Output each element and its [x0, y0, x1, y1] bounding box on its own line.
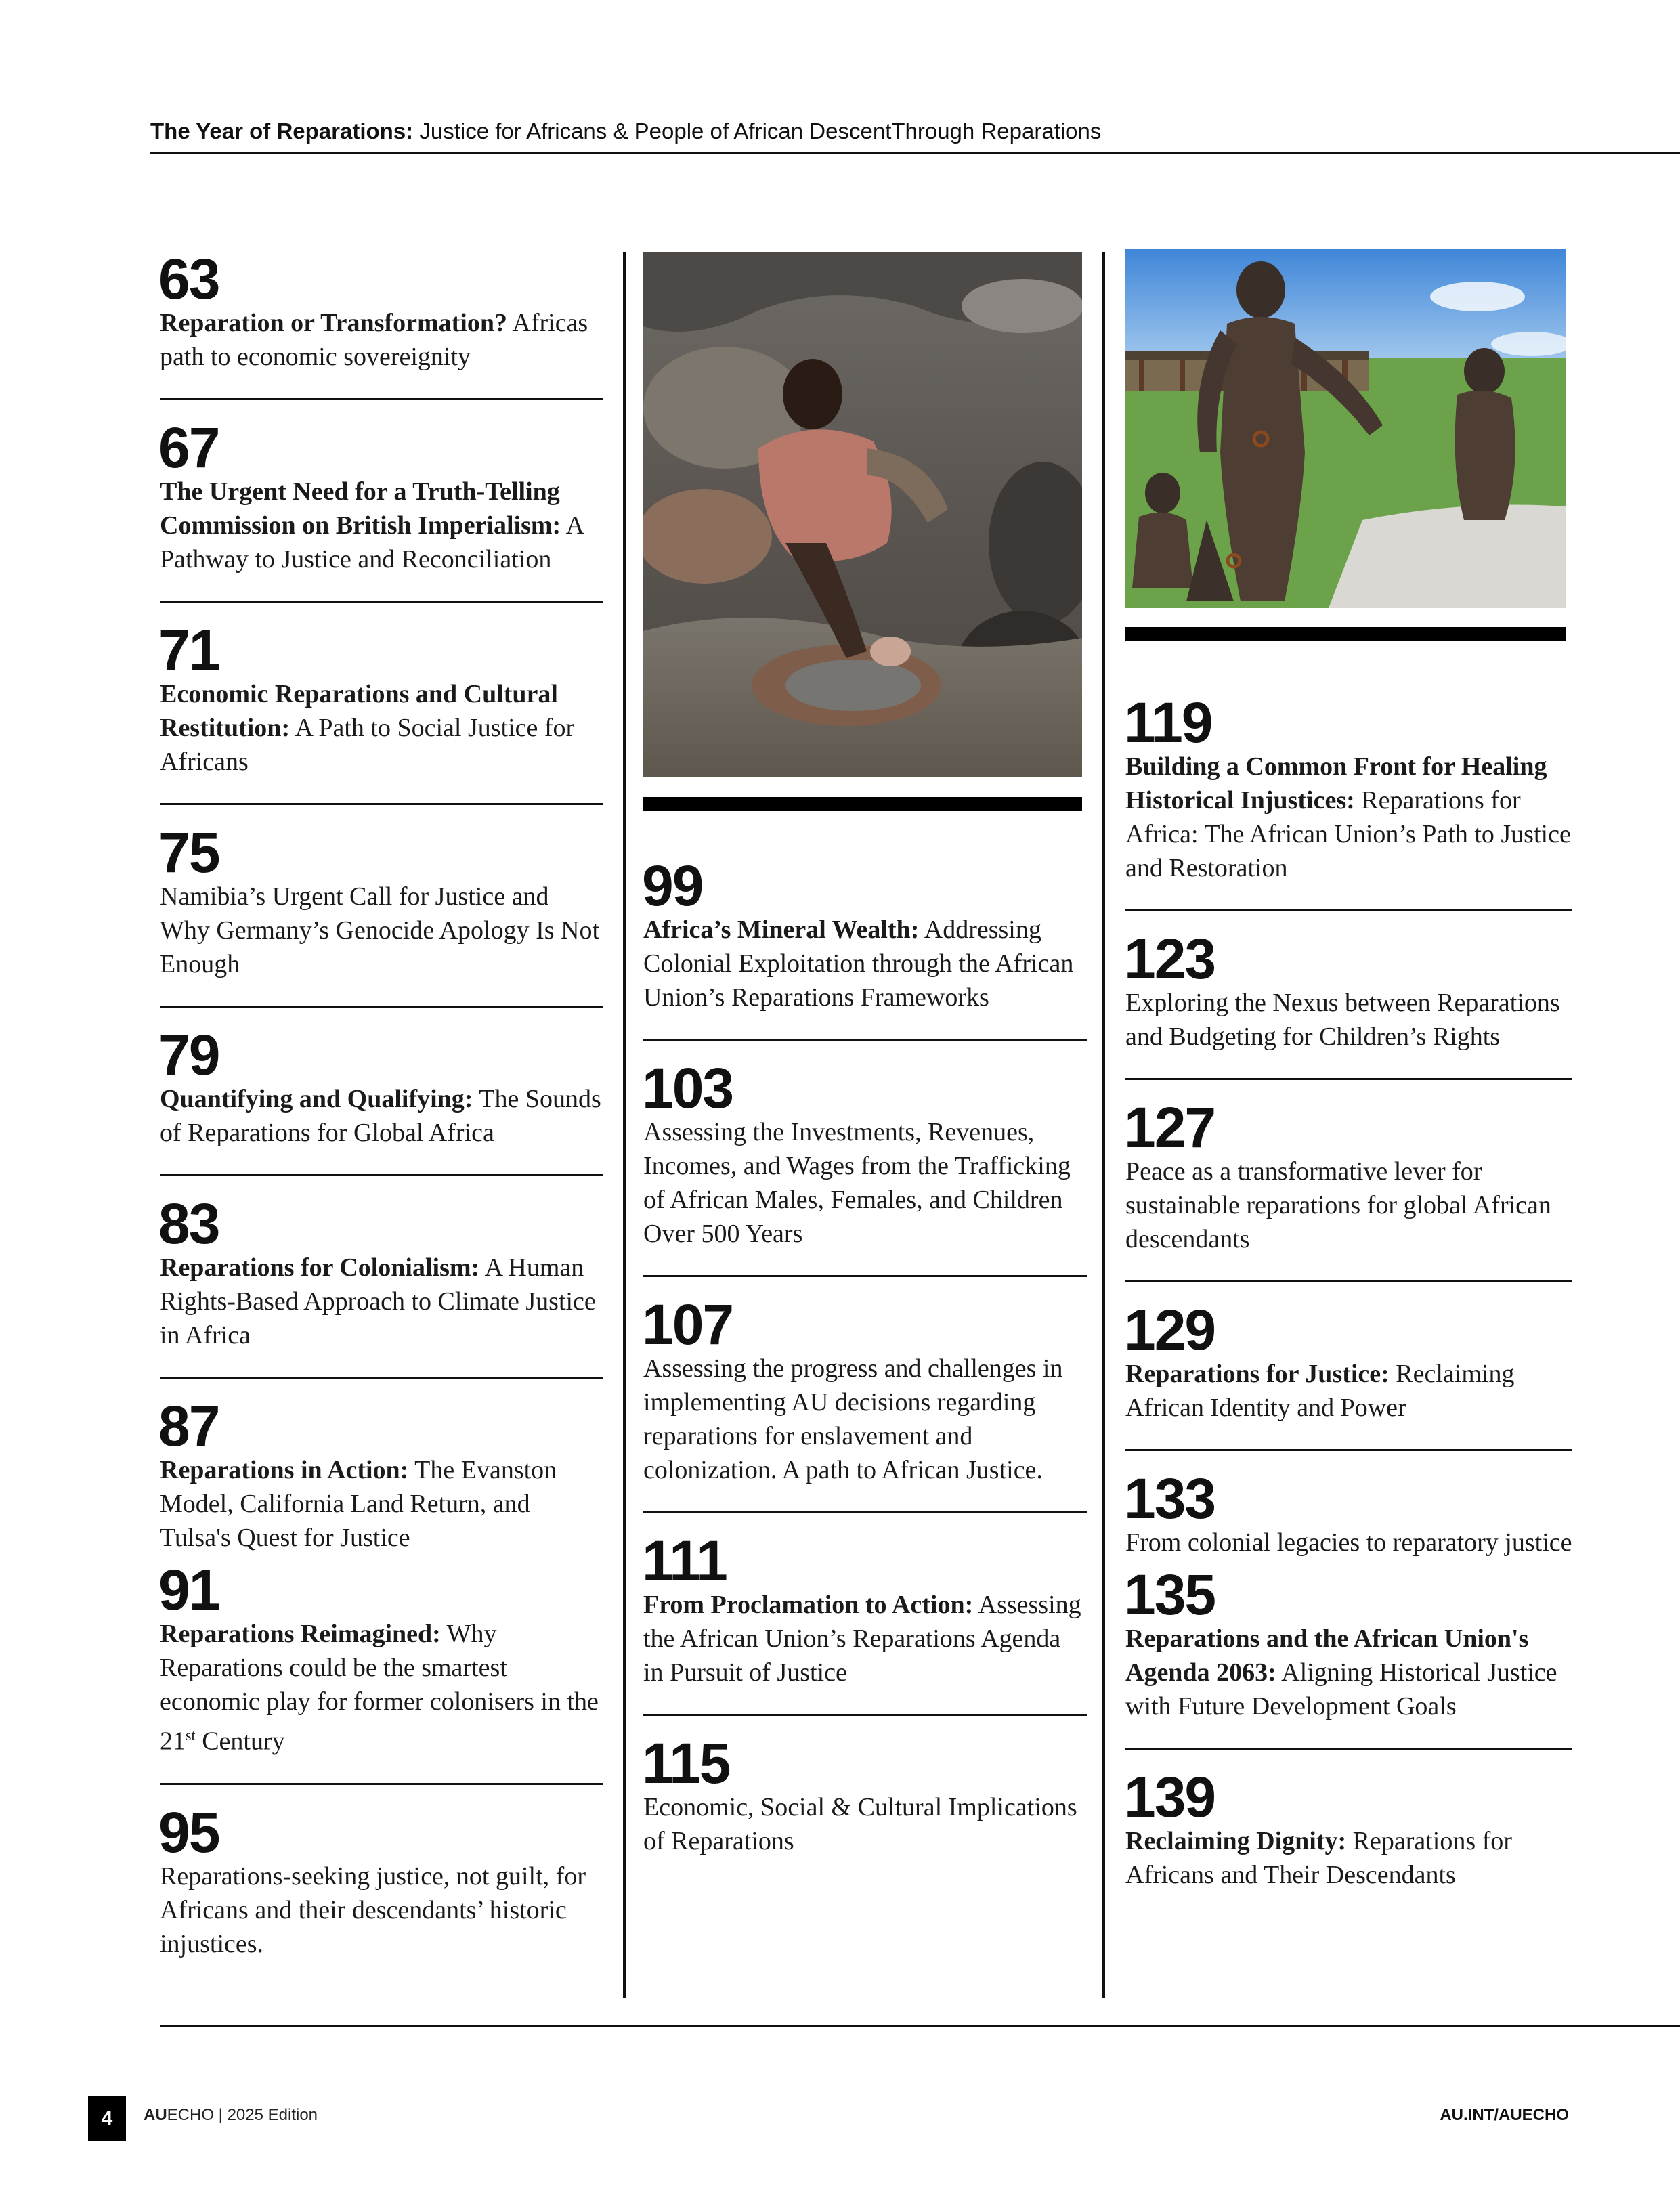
toc-entry-title	[160, 1859, 603, 1961]
toc-entry[interactable]	[1124, 1467, 1572, 1559]
toc-entry-title	[160, 306, 603, 374]
memorial-sculpture-illustration	[1125, 249, 1566, 608]
toc-entry-title-rest: Economic, Social & Cultural Implications of Reparations	[643, 1793, 1077, 1855]
toc-separator	[643, 1511, 1087, 1513]
toc-page-number: 111	[642, 1529, 727, 1593]
toc-entry-title	[160, 880, 603, 981]
footer-brand-bold: AU	[144, 2106, 167, 2124]
toc-page-number: 87	[158, 1394, 219, 1458]
toc-entry-title-rest: Reclaiming African Identity and Power	[1125, 1360, 1515, 1422]
toc-page-number: 119	[1124, 691, 1212, 754]
bottom-rule	[160, 2025, 1680, 2027]
toc-separator	[1125, 1078, 1572, 1080]
toc-entry-title-rest: Peace as a transformative lever for sustainable reparations for global African descendants	[1125, 1157, 1551, 1253]
toc-entry-title-rest: Why Reparations could be the smartest economic play for former colonisers in the 21	[160, 1620, 599, 1756]
toc-entry[interactable]	[158, 1394, 603, 1555]
toc-entry-title	[643, 1352, 1087, 1487]
toc-separator	[160, 601, 603, 603]
toc-page-number: 115	[642, 1731, 730, 1795]
toc-entry-title-bold: Africa’s Mineral Wealth:	[643, 915, 920, 944]
toc-separator	[160, 398, 603, 400]
toc-entry-title-rest: Assessing the Investments, Revenues, Incomes, and Wages from the Trafficking of African Males, Females, and Children Over 500 Years	[643, 1118, 1071, 1248]
toc-entry[interactable]	[158, 1023, 603, 1150]
toc-entry[interactable]	[642, 1529, 1087, 1689]
toc-page-number: 99	[642, 854, 703, 918]
toc-entry-title	[1125, 1622, 1572, 1723]
toc-page-number: 79	[158, 1023, 219, 1087]
toc-entry-title	[160, 1251, 603, 1352]
toc-separator	[160, 803, 603, 805]
toc-page-number: 91	[158, 1558, 219, 1622]
toc-entry-title-bold: Reparations for Justice:	[1125, 1360, 1390, 1388]
toc-entry-title-bold: Reparations and the African Union's Agenda 2063:	[1125, 1624, 1529, 1687]
toc-entry-title	[1125, 1155, 1572, 1256]
running-header	[150, 118, 1101, 144]
toc-entry-title	[160, 677, 603, 779]
header-title-bold: The Year of Reparations:	[150, 118, 414, 144]
toc-page-number: 95	[158, 1800, 219, 1864]
toc-entry-title-rest: Reparations for Africa: The African Union’s Path to Justice and Restoration	[1125, 786, 1571, 882]
toc-entry-title	[160, 1453, 603, 1555]
toc-page-number: 67	[158, 416, 219, 479]
toc-entry[interactable]	[1124, 927, 1572, 1054]
column-divider-2	[1102, 252, 1105, 1998]
toc-separator	[1125, 1280, 1572, 1282]
toc-separator	[160, 1174, 603, 1176]
toc-entry-title-bold: From Proclamation to Action:	[643, 1591, 974, 1619]
toc-entry-title-rest: A Path to Social Justice for Africans	[160, 714, 575, 776]
toc-separator	[160, 1006, 603, 1008]
toc-entry-title-bold: Reclaiming Dignity:	[1125, 1827, 1347, 1855]
toc-entry-title	[1125, 986, 1572, 1054]
toc-entry-title-bold: Economic Reparations and Cultural Restitution:	[160, 680, 558, 742]
toc-entry-title-rest: Africas path to economic sovereignity	[160, 309, 588, 371]
toc-separator	[643, 1714, 1087, 1716]
footer-site-link[interactable]: AU.INT/AUECHO	[1440, 2106, 1569, 2124]
toc-entry-title	[1125, 750, 1572, 885]
toc-entry-title	[160, 1082, 603, 1150]
toc-entry[interactable]	[642, 1293, 1087, 1487]
toc-entry-title	[160, 475, 603, 576]
toc-entry[interactable]	[1124, 1298, 1572, 1425]
toc-separator	[1125, 1449, 1572, 1451]
toc-column-2	[643, 252, 1087, 1858]
toc-entry[interactable]	[158, 1192, 603, 1352]
toc-entry-title-bold: Reparations Reimagined:	[160, 1620, 441, 1648]
toc-entry[interactable]	[1124, 1563, 1572, 1723]
toc-entry-superscript: st	[186, 1727, 196, 1744]
toc-page-number: 123	[1124, 927, 1215, 991]
toc-column-1	[158, 247, 603, 1961]
page-number: 4	[101, 2107, 113, 2130]
toc-entry[interactable]	[158, 247, 603, 374]
column-divider-1	[623, 252, 626, 1998]
toc-entry-title-bold: The Urgent Need for a Truth-Telling Commission on British Imperialism:	[160, 477, 561, 540]
toc-page-number: 63	[158, 247, 219, 311]
page-number-badge	[88, 2096, 126, 2141]
toc-entry[interactable]	[158, 1558, 603, 1759]
toc-entry-title-rest: Assessing the progress and challenges in implementing AU decisions regarding reparations for enslavement and colonization. A path to African Justice.	[643, 1354, 1063, 1484]
toc-page-number: 103	[642, 1056, 733, 1120]
toc-entry[interactable]	[1124, 1096, 1572, 1256]
toc-entry-title-bold: Quantifying and Qualifying:	[160, 1085, 473, 1113]
toc-entry[interactable]	[158, 821, 603, 981]
toc-separator	[160, 1377, 603, 1379]
toc-entry-title-rest: The Evanston Model, California Land Return, and Tulsa's Quest for Justice	[160, 1456, 557, 1552]
toc-entry[interactable]	[158, 1800, 603, 1961]
toc-column-3-entries	[1124, 691, 1572, 1892]
memorial-sculpture-photo	[1125, 249, 1566, 608]
toc-column-2-entries	[642, 854, 1087, 1858]
toc-entry-title	[643, 1790, 1087, 1858]
toc-entry[interactable]	[1124, 1765, 1572, 1892]
toc-separator	[643, 1039, 1087, 1041]
toc-page-number: 71	[158, 618, 219, 682]
toc-entry-title-rest: Namibia’s Urgent Call for Justice and Why Germany’s Genocide Apology Is Not Enough	[160, 882, 600, 978]
toc-entry-title-after: Century	[195, 1727, 285, 1756]
header-rule	[150, 152, 1680, 154]
toc-page-number: 129	[1124, 1298, 1215, 1362]
toc-entry-title-bold: Building a Common Front for Healing Historical Injustices:	[1125, 752, 1547, 815]
mining-photo	[643, 252, 1082, 777]
toc-entry-title	[160, 1617, 603, 1759]
toc-separator	[1125, 1748, 1572, 1750]
toc-entry-title-rest: A Human Rights-Based Approach to Climate Justice in Africa	[160, 1253, 596, 1350]
mining-photo-illustration	[643, 252, 1082, 777]
image-bar	[643, 797, 1082, 811]
toc-entry-title-rest: Reparations for Africans and Their Descendants	[1125, 1827, 1512, 1889]
toc-entry-title-rest: Aligning Historical Justice with Future Development Goals	[1125, 1658, 1557, 1721]
toc-entry-title-rest: Assessing the African Union’s Reparations Agenda in Pursuit of Justice	[643, 1591, 1081, 1687]
toc-separator	[643, 1275, 1087, 1277]
toc-entry[interactable]	[158, 416, 603, 576]
toc-entry-title-rest: Addressing Colonial Exploitation through the African Union’s Reparations Frameworks	[643, 915, 1074, 1012]
toc-page-number: 83	[158, 1192, 219, 1255]
toc-entry[interactable]	[642, 854, 1087, 1014]
toc-entry-title-bold: Reparations in Action:	[160, 1456, 409, 1484]
toc-entry-title	[643, 913, 1087, 1014]
toc-page-number: 139	[1124, 1765, 1215, 1829]
toc-entry-title-bold: Reparation or Transformation?	[160, 309, 507, 337]
toc-separator	[1125, 909, 1572, 911]
toc-entry-title	[1125, 1357, 1572, 1425]
toc-column-3	[1125, 252, 1572, 1892]
toc-entry-title-rest: The Sounds of Reparations for Global Africa	[160, 1085, 601, 1147]
toc-page-number: 75	[158, 821, 219, 884]
toc-entry[interactable]	[642, 1056, 1087, 1251]
toc-entry-title-rest: Exploring the Nexus between Reparations and Budgeting for Children’s Rights	[1125, 989, 1560, 1051]
toc-entry-title	[643, 1588, 1087, 1689]
toc-page-number: 133	[1124, 1467, 1215, 1530]
toc-page-number: 107	[642, 1293, 733, 1356]
toc-page-number: 127	[1124, 1096, 1215, 1159]
toc-entry-title	[643, 1115, 1087, 1251]
toc-entry-title-rest: From colonial legacies to reparatory justice	[1125, 1528, 1572, 1557]
header-title-rest: Justice for Africans & People of African DescentThrough Reparations	[419, 118, 1102, 144]
footer-edition	[144, 2106, 318, 2125]
toc-entry-title-rest: Reparations-seeking justice, not guilt, for Africans and their descendants’ historic injustices.	[160, 1861, 586, 1958]
toc-page-number: 135	[1124, 1563, 1215, 1626]
footer-brand-rest: ECHO | 2025 Edition	[167, 2106, 318, 2124]
toc-entry-title-rest: A Pathway to Justice and Reconciliation	[160, 511, 583, 574]
toc-entry-title	[1125, 1824, 1572, 1892]
image-bar	[1125, 627, 1566, 641]
toc-entry[interactable]	[1124, 691, 1572, 885]
toc-entry-title-bold: Reparations for Colonialism:	[160, 1253, 480, 1282]
toc-separator	[160, 1783, 603, 1785]
toc-entry[interactable]	[642, 1731, 1087, 1858]
toc-entry[interactable]	[158, 618, 603, 779]
toc-entry-title	[1125, 1526, 1572, 1559]
